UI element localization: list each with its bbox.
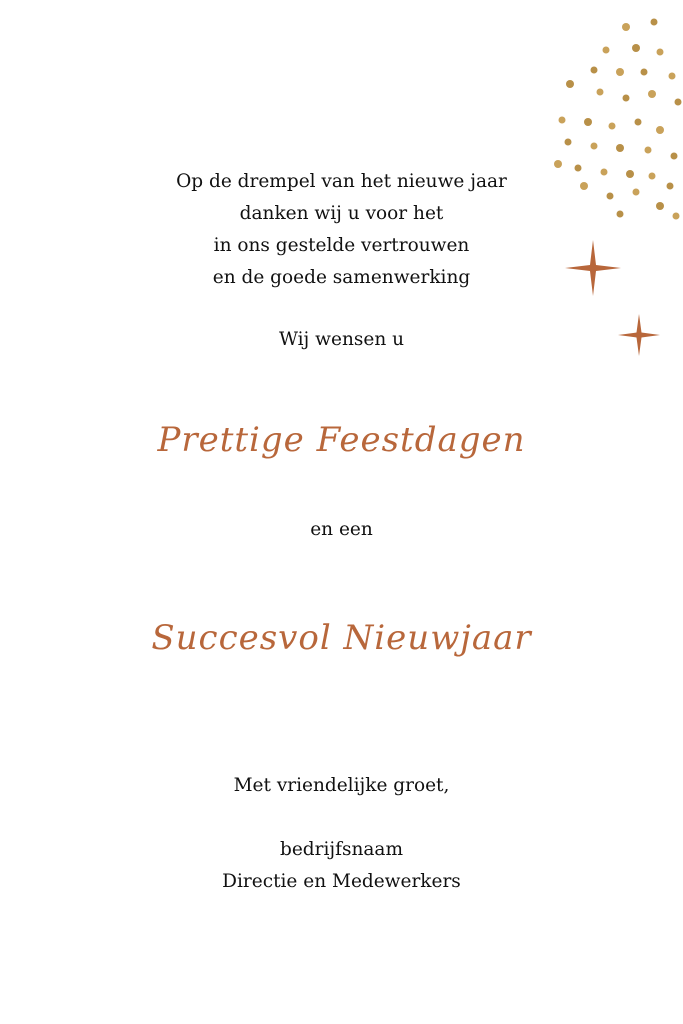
gold-dot (671, 153, 678, 160)
connector-line: en een (310, 519, 373, 540)
gold-dot (657, 49, 664, 56)
intro-line-4: en de goede samenwerking (212, 267, 471, 288)
gold-dot (648, 90, 656, 98)
gold-dot (584, 118, 592, 126)
team-name: Directie en Medewerkers (222, 871, 461, 892)
gold-dot (566, 80, 574, 88)
gold-dot (616, 68, 624, 76)
intro-line-1: Op de drempel van het nieuwe jaar (176, 171, 507, 192)
connector-text (0, 514, 683, 546)
script-heading-feestdagen: Prettige Feestdagen (157, 420, 526, 460)
gold-dot (565, 139, 572, 146)
gold-dot (675, 99, 682, 106)
gold-dot (616, 144, 624, 152)
closing-greeting (0, 770, 683, 802)
gold-dot (645, 147, 652, 154)
gold-dot (591, 143, 598, 150)
gold-dot (669, 73, 676, 80)
gold-dot (603, 47, 610, 54)
gold-dot (656, 126, 664, 134)
gold-dot (635, 119, 642, 126)
wish-text (0, 324, 683, 356)
wish-line: Wij wensen u (278, 329, 405, 350)
intro-line-3: in ons gestelde vertrouwen (213, 235, 470, 256)
gold-dot (651, 19, 658, 26)
gold-dot (622, 23, 630, 31)
company-name: bedrijfsnaam (280, 839, 403, 860)
gold-dot (609, 123, 616, 130)
gold-dot (632, 44, 640, 52)
gold-dot (597, 89, 604, 96)
intro-line-2: danken wij u voor het (239, 203, 444, 224)
script-heading-nieuwjaar: Succesvol Nieuwjaar (151, 618, 532, 658)
gold-dot (623, 95, 630, 102)
gold-dot (641, 69, 648, 76)
gold-dot (559, 117, 566, 124)
gold-dot (591, 67, 598, 74)
signature-block (0, 834, 683, 898)
greeting-line: Met vriendelijke groet, (233, 775, 450, 796)
intro-text (0, 166, 683, 294)
